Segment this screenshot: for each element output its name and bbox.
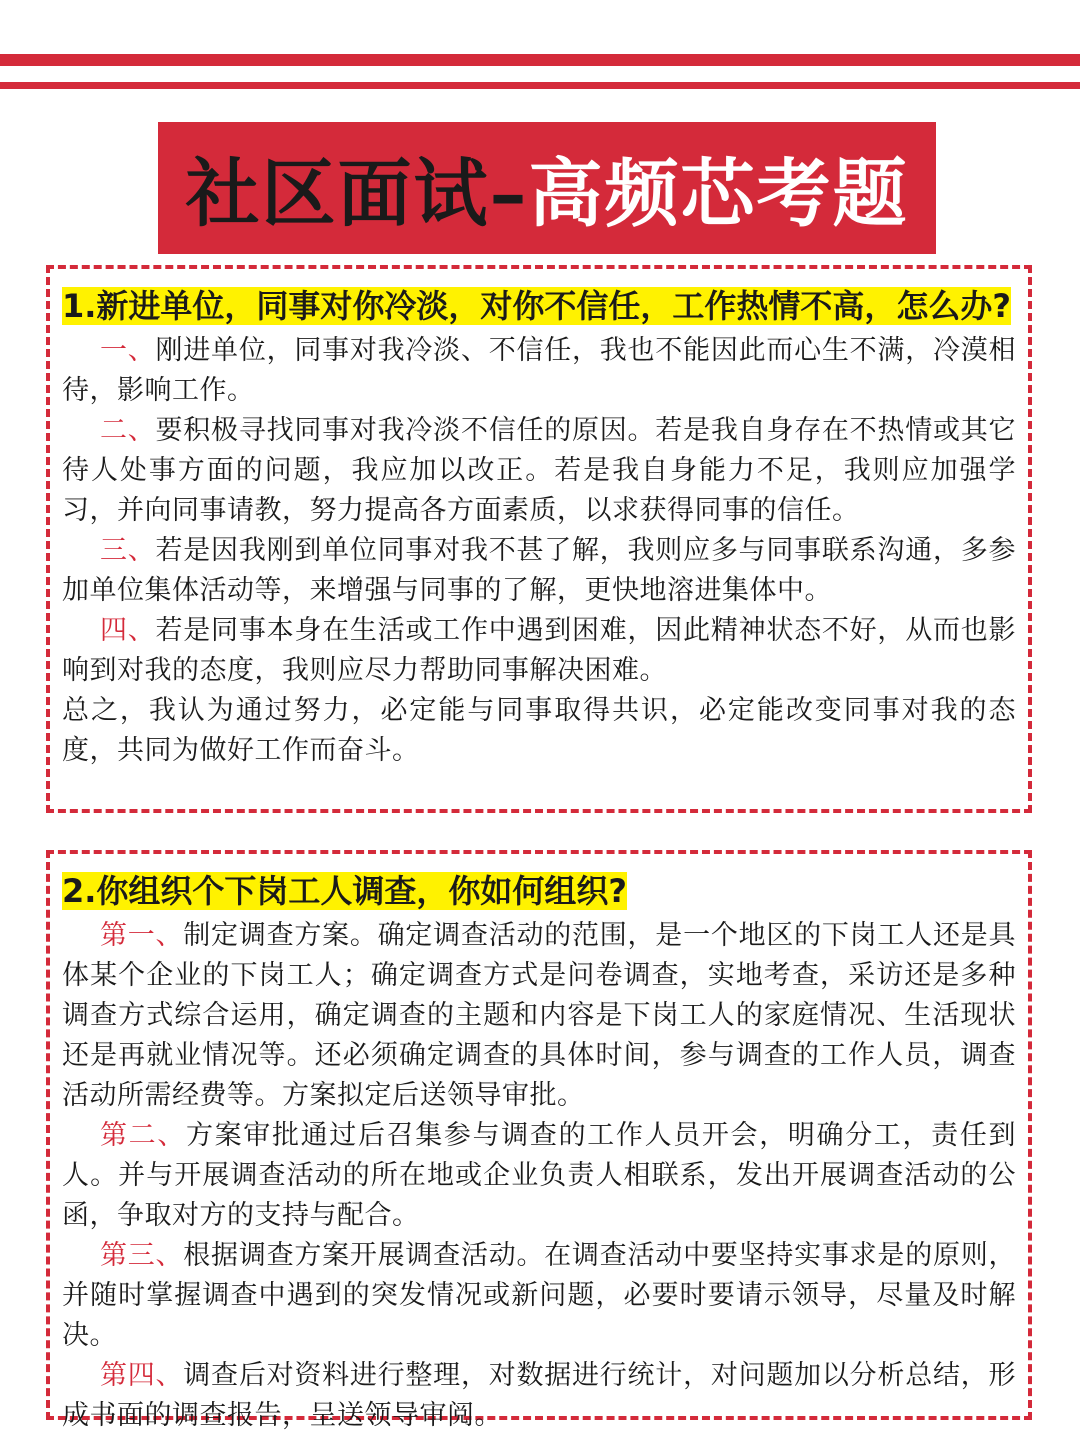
answer-paragraph xyxy=(62,1356,1016,1436)
top-stripe xyxy=(0,54,1080,66)
paragraph-lead: 二、 xyxy=(100,415,156,446)
question-card-2 xyxy=(46,850,1032,1431)
answer-summary: 总之，我认为通过努力，必定能与同事取得共识，必定能改变同事对我的态度，共同为做好工作而奋斗。 xyxy=(62,695,1016,766)
answer-paragraph xyxy=(62,1236,1016,1356)
paragraph-text: 若是因我刚到单位同事对我不甚了解，我则应多与同事联系沟通，多参加单位集体活动等，来增强与同事的了解，更快地溶进集体中。 xyxy=(62,535,1016,606)
answer-paragraph xyxy=(62,411,1016,531)
question-heading xyxy=(62,868,1016,914)
answer-paragraph xyxy=(62,1116,1016,1236)
title-part1: 社区面试 xyxy=(185,151,490,237)
answer-paragraph xyxy=(62,331,1016,411)
paragraph-text: 制定调查方案。确定调查活动的范围，是一个地区的下岗工人还是具体某个企业的下岗工人；确定调查方式是问卷调查，实地考查，采访还是多种调查方式综合运用，确定调查的主题和内容是下岗工人的家庭情况、生活现状还是再就业情况等。还必须确定调查的具体时间，参与调查的工作人员，调查活动所需经费等。方案拟定后送领导审批。 xyxy=(62,920,1016,1111)
paragraph-text: 刚进单位，同事对我冷淡、不信任，我也不能因此而心生不满，冷漠相待，影响工作。 xyxy=(62,335,1016,406)
paragraph-text: 根据调查方案开展调查活动。在调查活动中要坚持实事求是的原则，并随时掌握调查中遇到的突发情况或新问题，必要时要请示领导，尽量及时解决。 xyxy=(62,1240,1016,1351)
question-card-1 xyxy=(46,265,1032,813)
page-title xyxy=(186,135,909,241)
answer-paragraph xyxy=(62,531,1016,611)
paragraph-text: 方案审批通过后召集参与调查的工作人员开会，明确分工，责任到人。并与开展调查活动的所在地或企业负责人相联系，发出开展调查活动的公函，争取对方的支持与配合。 xyxy=(62,1120,1016,1231)
paragraph-lead: 一、 xyxy=(100,335,156,366)
paragraph-lead: 第一、 xyxy=(100,920,184,951)
title-banner xyxy=(158,122,936,254)
question-heading xyxy=(62,283,1016,329)
top-stripe-thin xyxy=(0,82,1080,89)
paragraph-text: 若是同事本身在生活或工作中遇到困难，因此精神状态不好，从而也影响到对我的态度，我则应尽力帮助同事解决困难。 xyxy=(62,615,1016,686)
title-dash: – xyxy=(489,151,529,237)
title-part2: 高频芯考题 xyxy=(528,151,909,237)
answer-paragraph xyxy=(62,916,1016,1116)
question-text: 1.新进单位，同事对你冷淡，对你不信任，工作热情不高，怎么办? xyxy=(62,287,1011,325)
paragraph-lead: 第二、 xyxy=(100,1120,186,1151)
paragraph-lead: 第四、 xyxy=(100,1360,184,1391)
answer-paragraph xyxy=(62,611,1016,691)
paragraph-lead: 第三、 xyxy=(100,1240,184,1271)
paragraph-text: 调查后对资料进行整理，对数据进行统计，对问题加以分析总结，形成书面的调查报告，呈送领导审阅。 xyxy=(62,1360,1016,1431)
paragraph-lead: 四、 xyxy=(100,615,156,646)
paragraph-lead: 三、 xyxy=(100,535,156,566)
paragraph-text: 要积极寻找同事对我冷淡不信任的原因。若是我自身存在不热情或其它待人处事方面的问题，我应加以改正。若是我自身能力不足，我则应加强学习，并向同事请教，努力提高各方面素质，以求获得同事的信任。 xyxy=(62,415,1016,526)
question-text: 2.你组织个下岗工人调查，你如何组织? xyxy=(62,872,627,910)
